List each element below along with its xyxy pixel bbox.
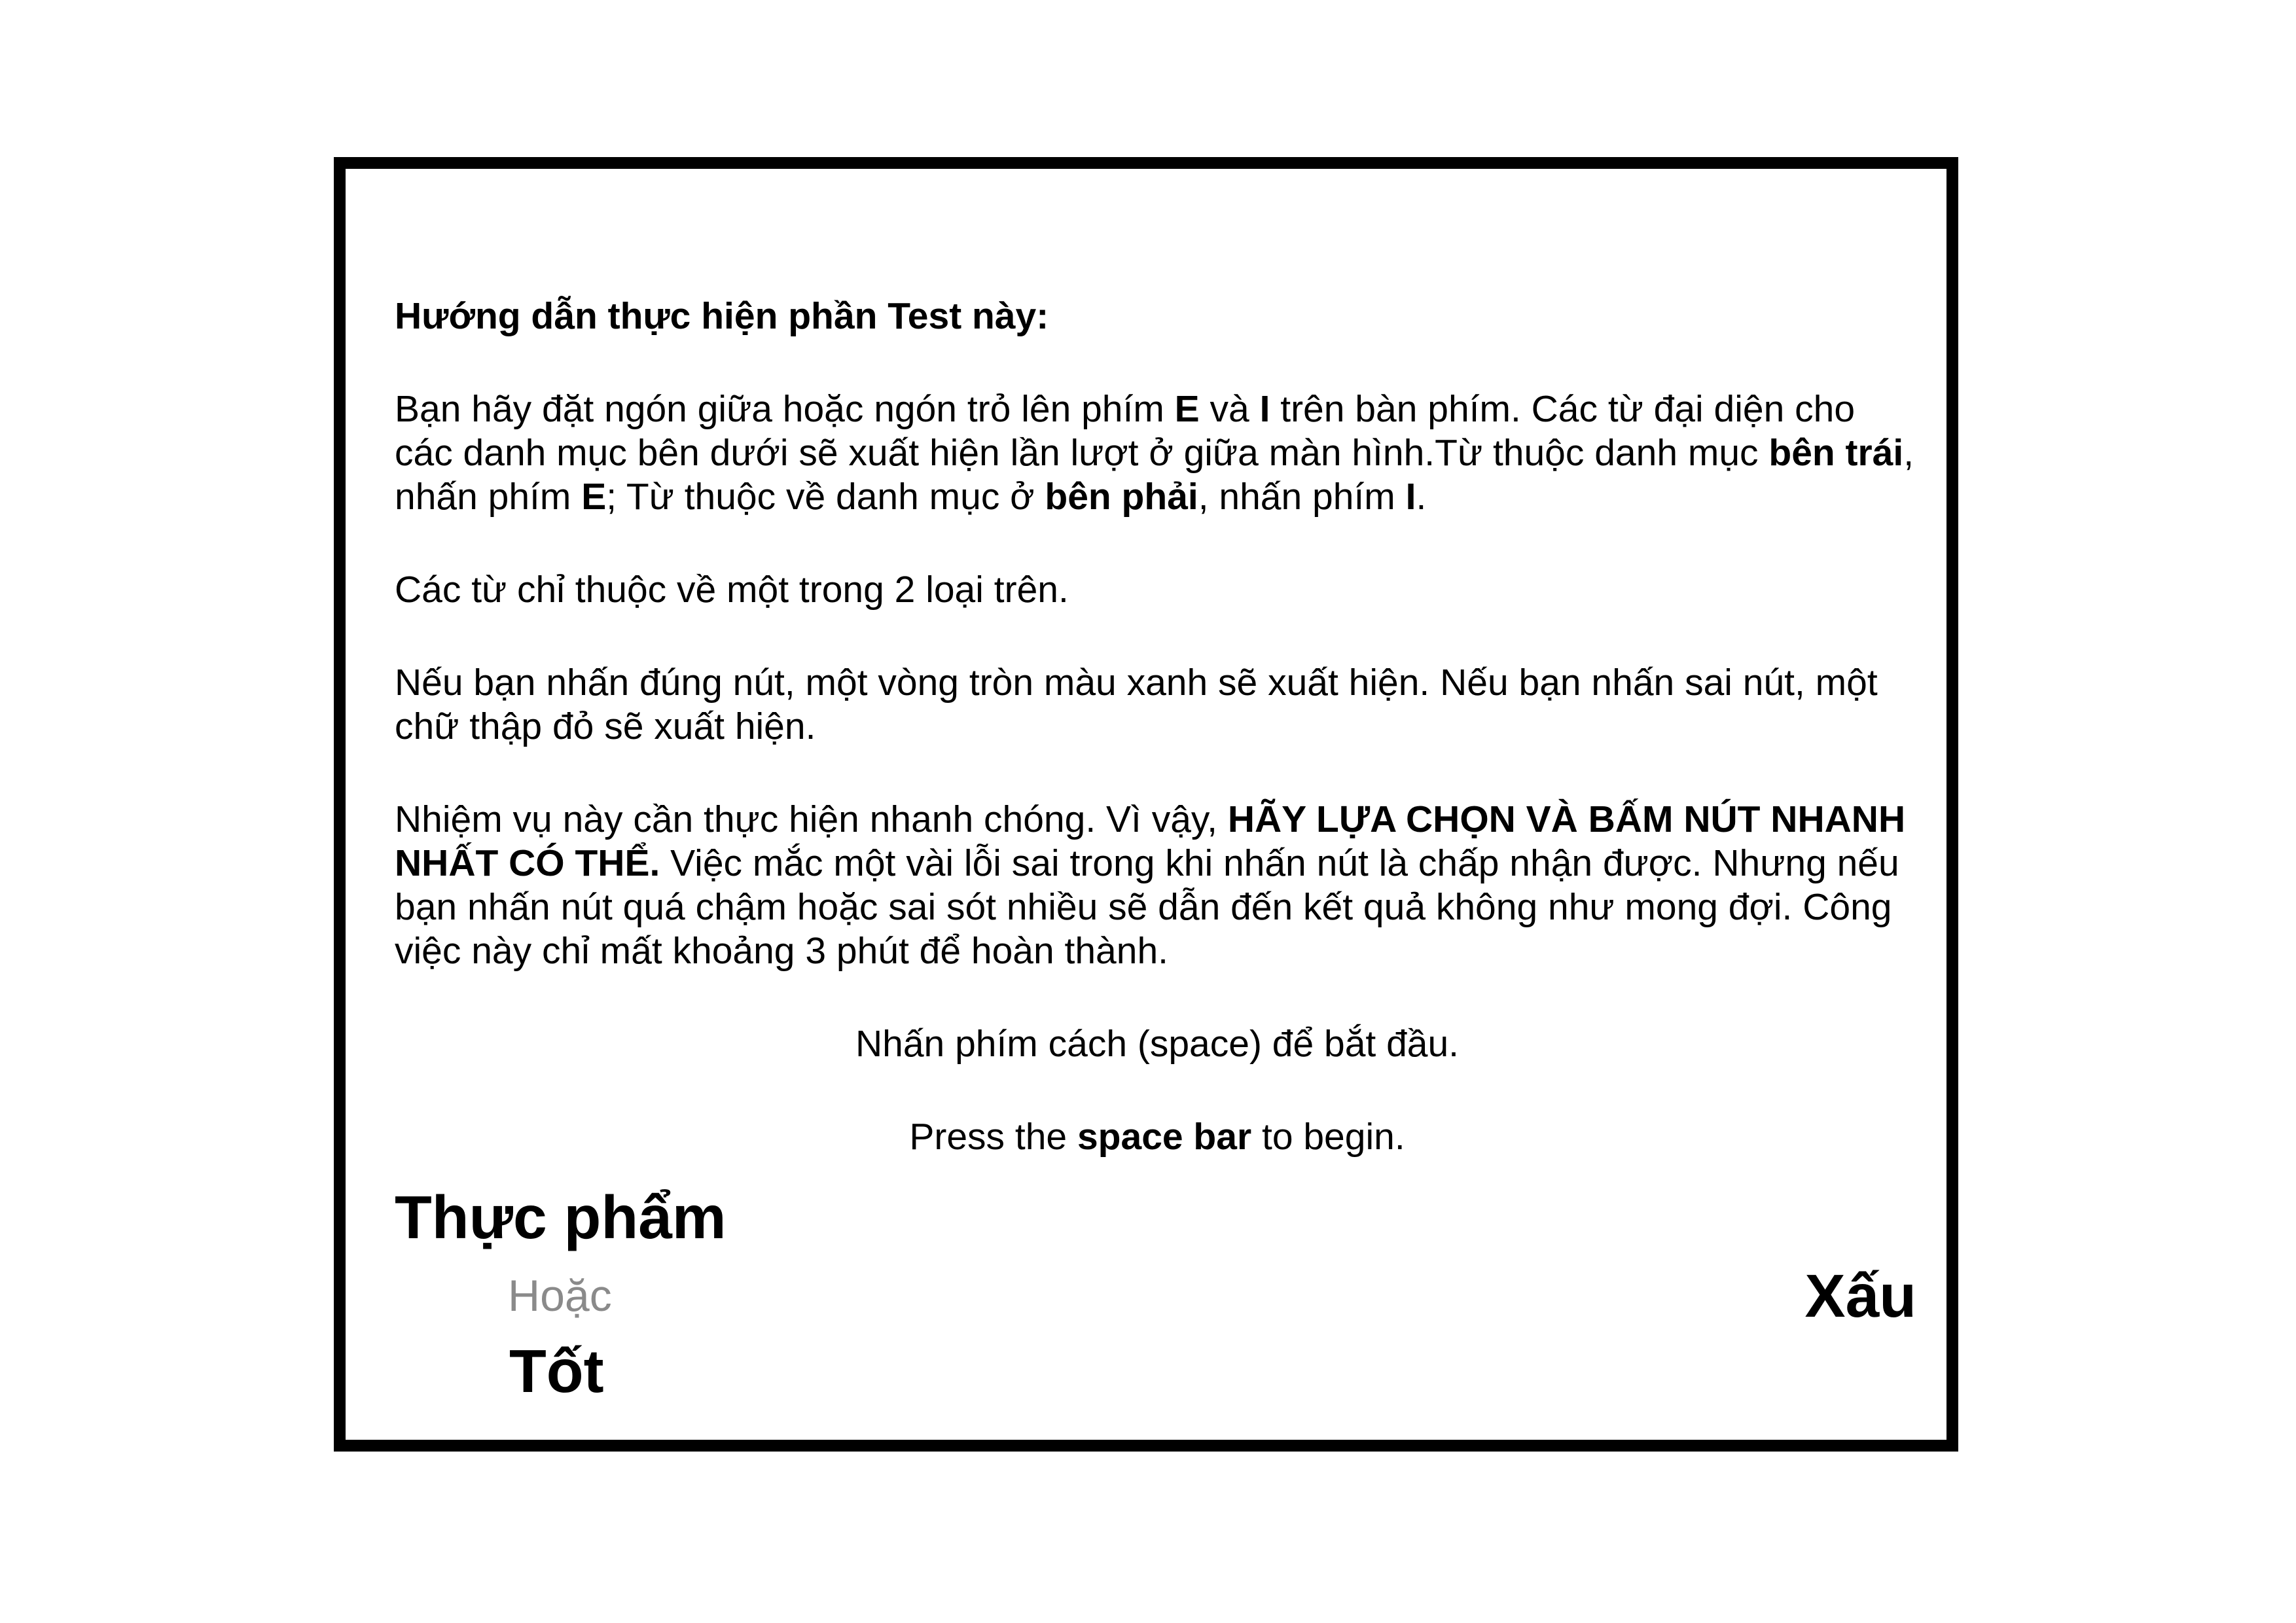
text-span: và — [1199, 388, 1260, 430]
right-side-label: bên phải — [1045, 476, 1198, 518]
instructions-paragraph-categories: Các từ chỉ thuộc về một trong 2 loại trên. — [395, 569, 1069, 611]
instructions-panel — [395, 294, 1920, 1159]
text-span: trên bàn phím. Các từ đại diện cho các danh mục bên dưới sẽ xuất hiện lần lượt ở giữa màn hình.Từ thuộc danh mục — [395, 388, 1856, 474]
text-span: Bạn hãy đặt ngón giữa hoặc ngón trỏ lên phím — [395, 388, 1175, 430]
instructions-paragraph-feedback: Nếu bạn nhấn đúng nút, một vòng tròn màu xanh sẽ xuất hiện. Nếu bạn nhấn sai nút, một chữ thập đỏ sẽ xuất hiện. — [395, 662, 1878, 747]
text-span: Nhiệm vụ này cần thực hiện nhanh chóng. Vì vậy, — [395, 798, 1228, 840]
instructions-paragraph-speed — [395, 798, 1920, 973]
text-span: to begin. — [1251, 1116, 1405, 1158]
text-span: , nhấn phím — [1198, 476, 1406, 518]
start-prompt-en — [395, 1115, 1920, 1159]
key-e-label: E — [581, 476, 607, 518]
left-category-bottom: Tốt — [509, 1337, 604, 1405]
category-or-label: Hoặc — [508, 1271, 612, 1321]
key-e-label: E — [1174, 388, 1200, 430]
start-prompt-vi: Nhấn phím cách (space) để bắt đầu. — [855, 1023, 1460, 1065]
text-span: , nhấn phím — [395, 432, 1914, 518]
text-span: ; Từ thuộc về danh mục ở — [606, 476, 1045, 518]
text-span: . — [1416, 476, 1427, 518]
text-span: Press the — [909, 1116, 1077, 1158]
text-span: Việc mắc một vài lỗi sai trong khi nhấn nút là chấp nhận được. Nhưng nếu bạn nhấn nút quá chậm hoặc sai sót nhiều sẽ dẫn đến kết quả không như mong đợi. Công việc này chỉ mất khoảng 3 phút để hoàn thành. — [395, 842, 1899, 972]
instructions-paragraph-keys — [395, 387, 1920, 519]
left-category-top: Thực phẩm — [395, 1183, 726, 1251]
key-i-label: I — [1405, 476, 1416, 518]
emphasis-text: HÃY LỰA CHỌN VÀ BẤM NÚT NHANH NHẤT CÓ THỂ. — [395, 798, 1906, 884]
key-i-label: I — [1259, 388, 1270, 430]
space-bar-label: space bar — [1077, 1116, 1252, 1158]
left-side-label: bên trái — [1768, 432, 1904, 474]
right-category: Xấu — [1804, 1262, 1916, 1330]
instructions-heading: Hướng dẫn thực hiện phần Test này: — [395, 295, 1049, 337]
